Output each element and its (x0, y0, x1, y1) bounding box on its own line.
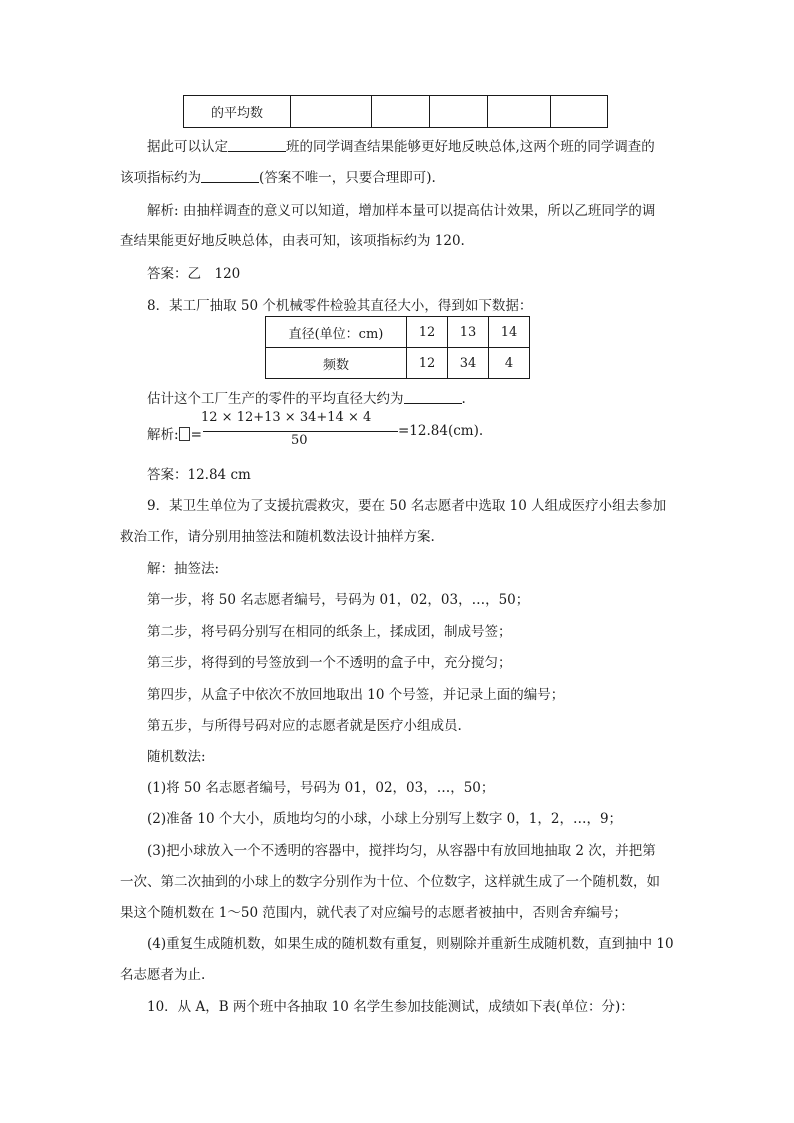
fraction (190, 410, 403, 450)
step-line: (3)把小球放入一个不透明的容器中，搅拌均匀，从容器中有放回地抽取 2 次，并把第 (147, 843, 656, 859)
text-span: 据此可以认定 (147, 139, 228, 155)
answer-line: 答案：12.84 cm (147, 467, 251, 483)
text-span: 估计这个工厂生产的零件的平均直径大约为 (147, 391, 404, 407)
table-cell: 12 (407, 348, 448, 379)
paragraph-line (120, 166, 436, 186)
top-table-cell (430, 96, 488, 128)
answer-line: 答案：乙 120 (147, 266, 241, 282)
text-span: 班的同学调查结果能够更好地反映总体,这两个班的同学调查的 (286, 139, 655, 155)
x-bar-symbol-icon (179, 427, 190, 441)
step-line: 第四步，从盒子中依次不放回地取出 10 个号签，并记录上面的编号； (147, 687, 565, 703)
step-line: 一次、第二次抽到的小球上的数字分别作为十位、个位数字，这样就生成了一个随机数，如 (120, 874, 660, 890)
answer-blank (228, 138, 286, 152)
table-row-label: 频数 (266, 348, 407, 379)
question-8: 8．某工厂抽取 50 个机械零件检验其直径大小，得到如下数据： (147, 298, 533, 314)
table-cell: 4 (489, 348, 530, 379)
solution-line: 查结果能更好地反映总体，由表可知，该项指标约为 120. (120, 233, 465, 249)
top-table-row-label: 的平均数 (184, 96, 291, 128)
step-line: (2)准备 10 个大小，质地均匀的小球，小球上分别写上数字 0，1，2，…，9； (147, 811, 623, 827)
method-head: 随机数法: (147, 749, 206, 765)
step-line: (1)将 50 名志愿者编号，号码为 01，02，03，…，50； (147, 780, 495, 796)
step-line: 第三步，将得到的号签放到一个不透明的盒子中，充分搅匀； (147, 655, 512, 671)
question-9-cont: 救治工作，请分别用抽签法和随机数法设计抽样方案. (120, 529, 435, 545)
top-table-cell (551, 96, 608, 128)
diameter-table (265, 316, 530, 379)
fraction-numerator: 12 × 12+13 × 34+14 × 4 (201, 410, 372, 425)
text-span: (答案不唯一，只要合理即可). (259, 170, 436, 186)
text-span: = (190, 427, 202, 443)
text-span: . (461, 391, 466, 407)
answer-blank (404, 390, 462, 404)
step-line: (4)重复生成随机数，如果生成的随机数有重复，则剔除并重新生成随机数，直到抽中 10 (147, 936, 674, 952)
text-span: 解析: (147, 427, 179, 443)
step-line: 果这个随机数在 1～50 范围内，就代表了对应编号的志愿者被抽中，否则舍弃编号； (120, 905, 627, 921)
fraction-bar (203, 431, 398, 432)
question-10: 10．从 A，B 两个班中各抽取 10 名学生参加技能测试，成绩如下表(单位：分)： (147, 999, 634, 1015)
step-line: 第一步，将 50 名志愿者编号，号码为 01，02，03，…，50； (147, 592, 530, 608)
table-header-cell: 13 (448, 317, 489, 348)
paragraph-line (147, 387, 466, 407)
solution-line: 解析: 由抽样调查的意义可以知道，增加样本量可以提高估计效果，所以乙班同学的调 (147, 203, 656, 219)
step-line: 第五步，与所得号码对应的志愿者就是医疗小组成员. (147, 718, 462, 734)
fraction-denominator: 50 (291, 433, 308, 448)
table-header-cell: 直径(单位：cm) (266, 317, 407, 348)
step-line: 第二步，将号码分别写在相同的纸条上，揉成团，制成号签； (147, 624, 512, 640)
table-cell: 34 (448, 348, 489, 379)
top-table-cell (488, 96, 551, 128)
solution-result: =12.84(cm). (398, 423, 484, 439)
top-table (183, 95, 608, 128)
table-header-cell: 14 (489, 317, 530, 348)
solution-head: 解：抽签法: (147, 561, 220, 577)
step-line: 名志愿者为止. (120, 967, 206, 983)
top-table-cell (291, 96, 372, 128)
question-9: 9．某卫生单位为了支援抗震救灾，要在 50 名志愿者中选取 10 人组成医疗小组去参加 (147, 498, 667, 514)
table-header-cell: 12 (407, 317, 448, 348)
paragraph-line (147, 135, 655, 155)
answer-blank (201, 169, 259, 183)
text-span: 该项指标约为 (120, 170, 201, 186)
top-table-cell (372, 96, 430, 128)
